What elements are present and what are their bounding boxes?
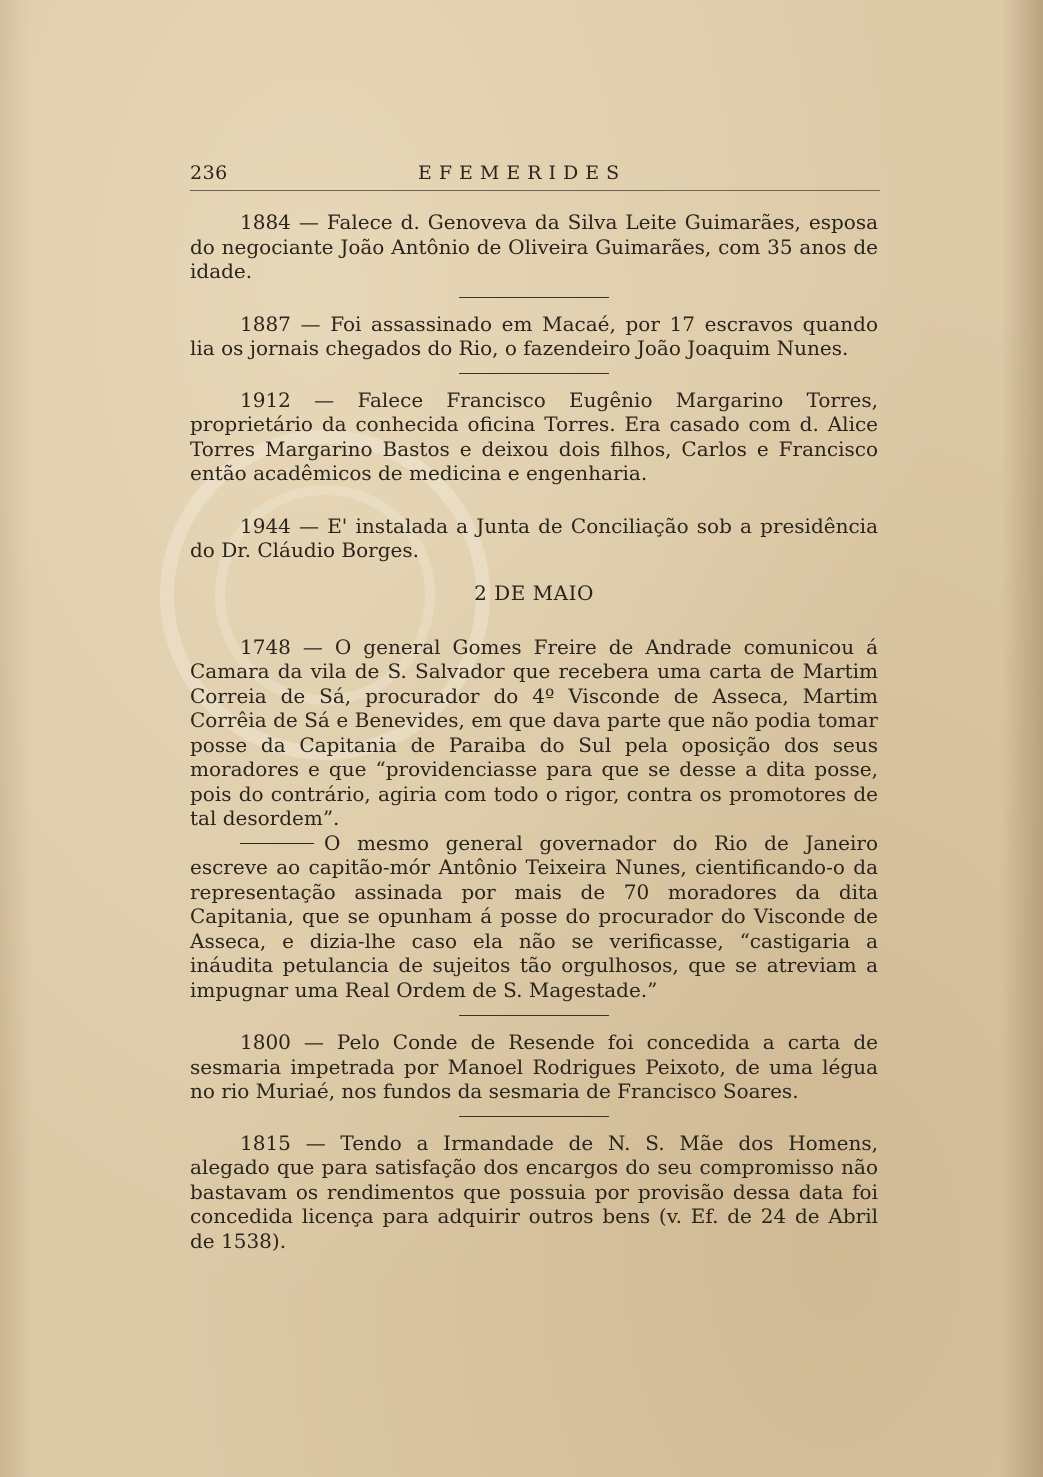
entry-1748-continuation bbox=[190, 831, 878, 1003]
continuation-dash-rule bbox=[240, 843, 314, 844]
page-header bbox=[190, 160, 880, 191]
section-heading: 2 DE MAIO bbox=[474, 580, 594, 605]
page-content bbox=[190, 210, 878, 1253]
entry-1884: 1884 — Falece d. Genoveva da Silva Leite Guimarães, esposa do negociante João Antônio de Oliveira Guimarães, com 35 anos de idade. bbox=[190, 210, 878, 283]
entry-1748: 1748 — O general Gomes Freire de Andrade comunicou á Camara da vila de S. Salvador que recebera uma carta de Martim Correia de Sá, procurador do 4º Visconde de Asseca, Martim Corrêia de Sá e Benevides, em que dava parte que não podia tomar posse da Capitania de Paraiba do Sul pela oposição dos seus moradores e que “providenciasse para que se desse a dita posse, pois do contrário, agiria com todo o rigor, contra os promotores de tal desordem”. bbox=[190, 634, 878, 830]
entry-1748-continuation-text: O mesmo general governador do Rio de Janeiro escreve ao capitão-mór Antônio Teixeira Nunes, cientificando-o da representação assinada por mais de 70 moradores da dita Capitania, que se opunham á posse do procurador do Visconde de Asseca, e dizia-lhe caso ela não se verificasse, “castigaria a ináudita petulancia de sujeitos tão orgulhosos, que se atreviam a impugnar uma Real Ordem de S. Magestade.” bbox=[190, 830, 878, 1002]
entry-1912: 1912 — Falece Francisco Eugênio Margarino Torres, proprietário da conhecida oficina Torres. Era casado com d. Alice Torres Margarino Bastos e deixou dois filhos, Carlos e Francisco então acadêmicos de medicina e engenharia. bbox=[190, 387, 878, 485]
page-number: 236 bbox=[190, 162, 228, 184]
running-title: EFEMERIDES bbox=[418, 162, 627, 184]
entry-1815: 1815 — Tendo a Irmandade de N. S. Mãe dos Homens, alegado que para satisfação dos encargos do seu compromisso não bastavam os rendimentos que possuia por provisão dessa data foi concedida licença para adquirir outros bens (v. Ef. de 24 de Abril de 1538). bbox=[190, 1130, 878, 1253]
entry-1944: 1944 — E' instalada a Junta de Conciliação sob a presidência do Dr. Cláudio Borges. bbox=[190, 513, 878, 562]
entry-1800: 1800 — Pelo Conde de Resende foi concedida a carta de sesmaria impetrada por Manoel Rodrigues Peixoto, de uma légua no rio Muriaé, nos fundos da sesmaria de Francisco Soares. bbox=[190, 1030, 878, 1103]
entry-1887: 1887 — Foi assassinado em Macaé, por 17 escravos quando lia os jornais chegados do Rio, o fazendeiro João Joaquim Nunes. bbox=[190, 311, 878, 360]
